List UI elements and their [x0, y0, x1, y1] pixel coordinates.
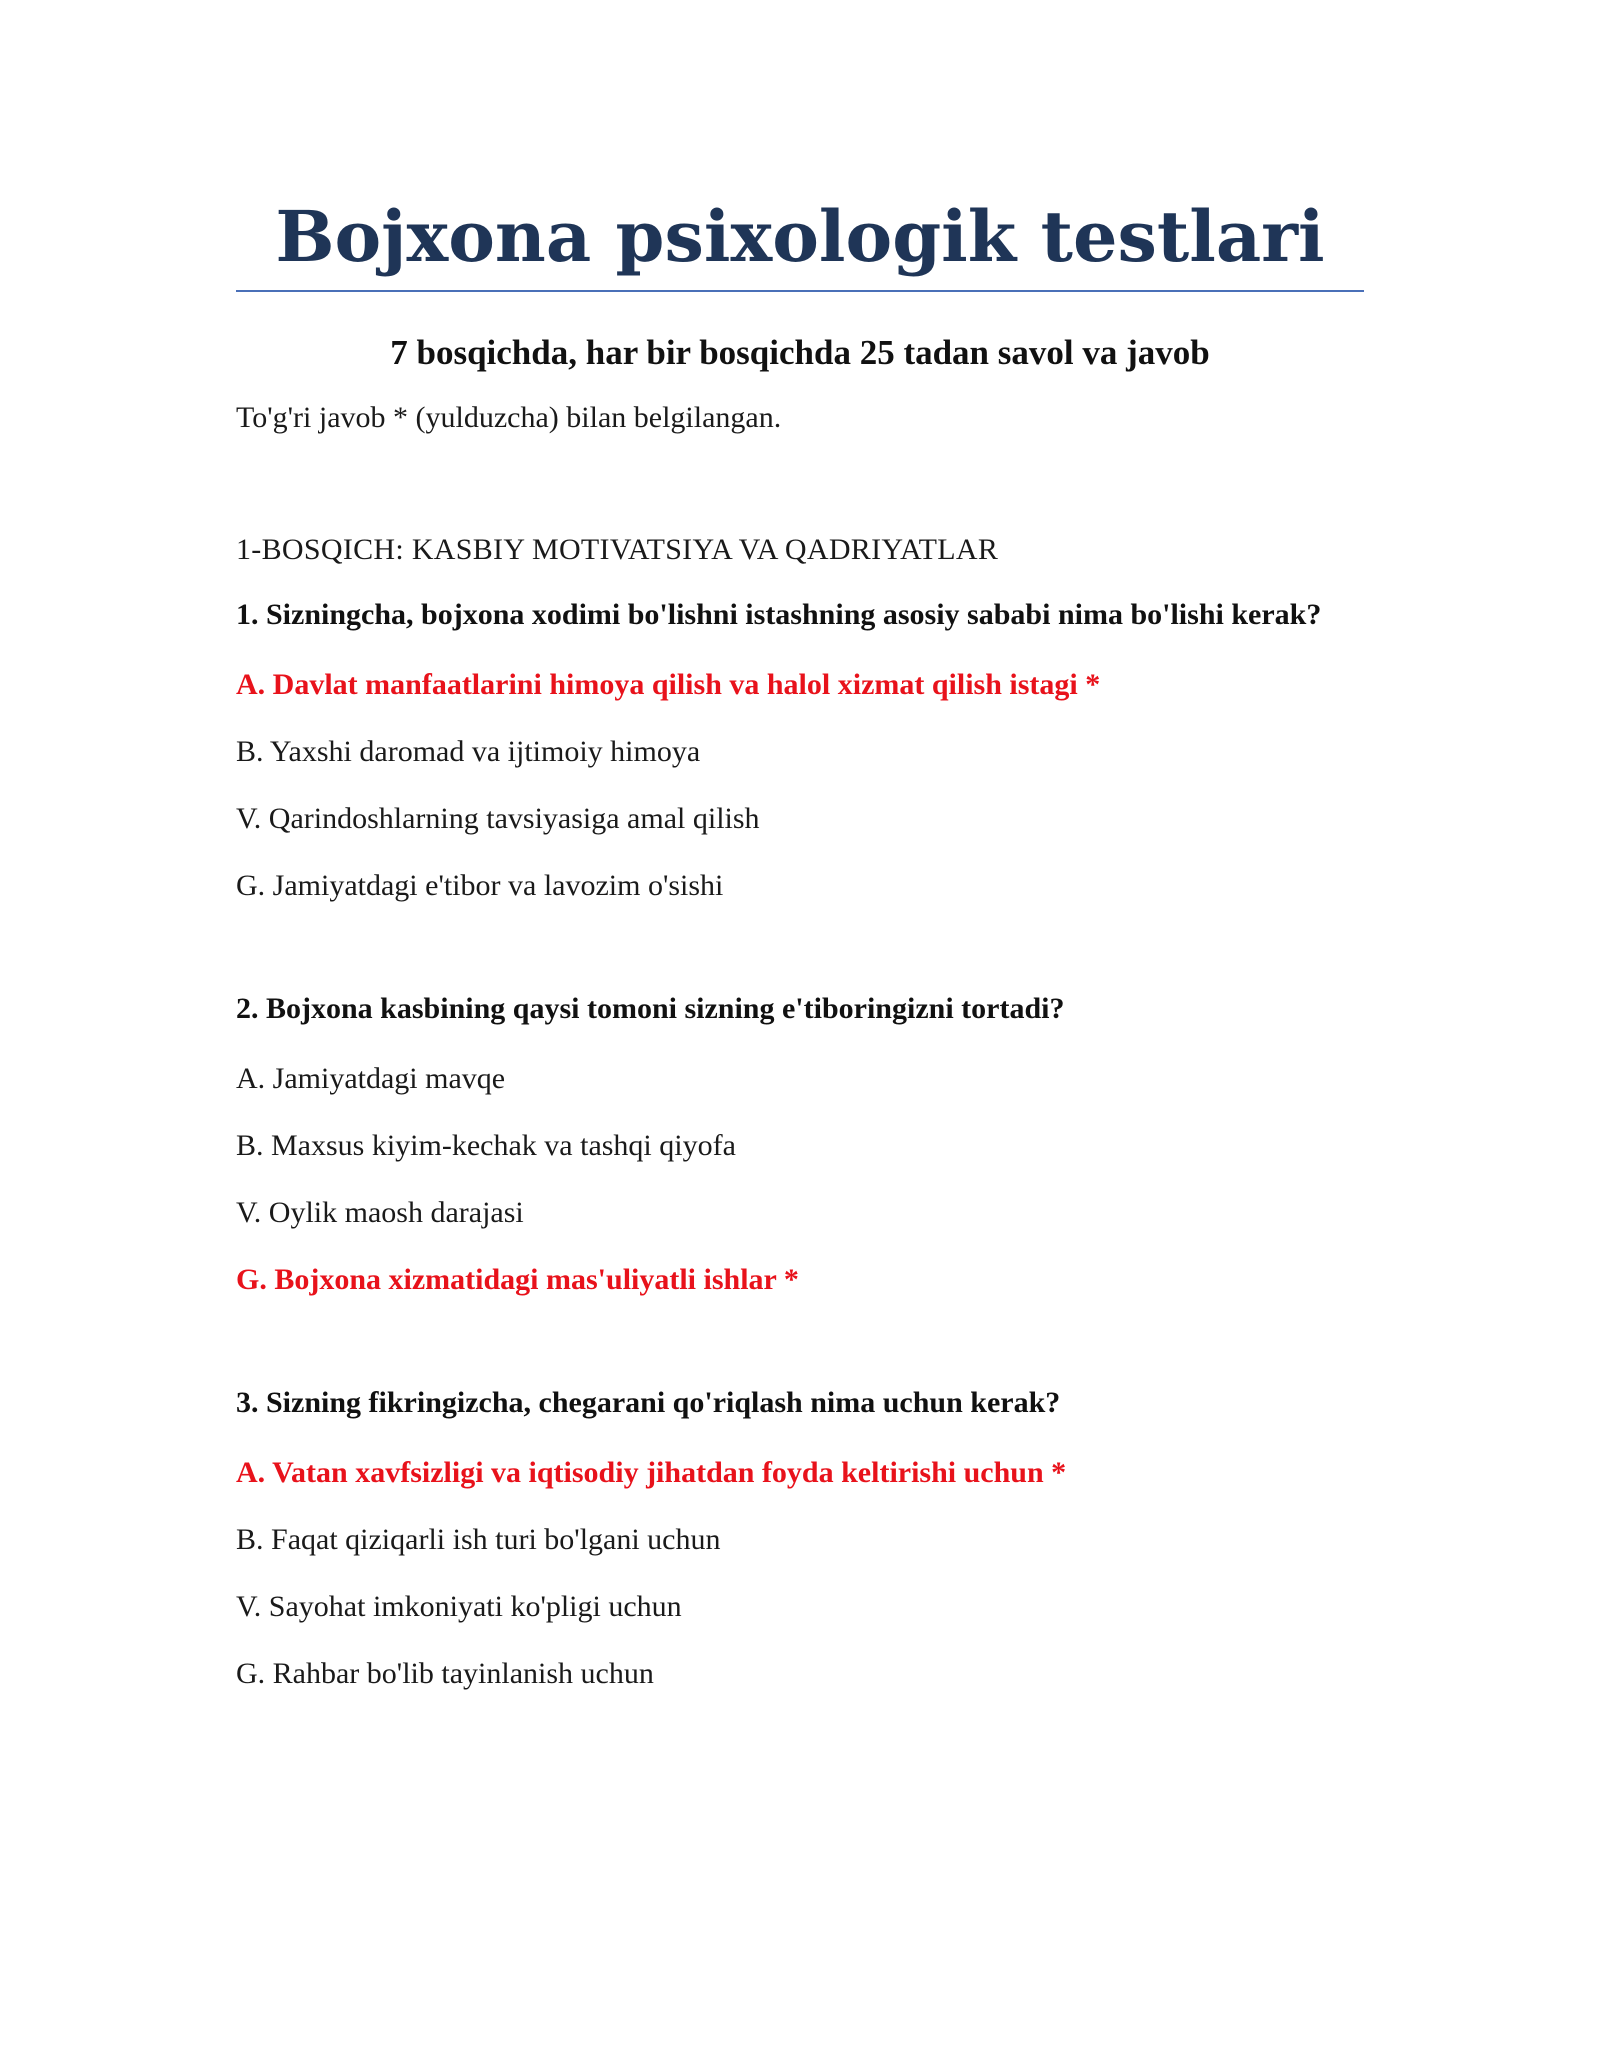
question-text: 2. Bojxona kasbining qaysi tomoni sizning e'tiboringizni tortadi?: [236, 992, 1065, 1025]
answer-option: B. Faqat qiziqarli ish turi bo'lgani uchun: [236, 1523, 721, 1556]
answer-option: G. Rahbar bo'lib tayinlanish uchun: [236, 1657, 654, 1690]
answer-option-correct: G. Bojxona xizmatidagi mas'uliyatli ishlar *: [236, 1263, 799, 1296]
document-subtitle: 7 bosqichda, har bir bosqichda 25 tadan savol va javob: [390, 333, 1210, 372]
answer-option: G. Jamiyatdagi e'tibor va lavozim o'sishi: [236, 869, 724, 902]
answer-option-correct: A. Vatan xavfsizligi va iqtisodiy jihatdan foyda keltirishi uchun *: [236, 1456, 1067, 1489]
answer-option: A. Jamiyatdagi mavqe: [236, 1062, 506, 1095]
answer-option: B. Yaxshi daromad va ijtimoiy himoya: [236, 735, 701, 768]
stage-heading: 1-BOSQICH: KASBIY MOTIVATSIYA VA QADRIYATLAR: [236, 533, 999, 566]
answer-option-correct: A. Davlat manfaatlarini himoya qilish va halol xizmat qilish istagi *: [236, 668, 1101, 701]
document-page: [236, 180, 1364, 1692]
answer-option: B. Maxsus kiyim-kechak va tashqi qiyofa: [236, 1129, 736, 1162]
answer-option: V. Oylik maosh darajasi: [236, 1196, 524, 1229]
question-block: [236, 1382, 1364, 1692]
answer-option: V. Qarindoshlarning tavsiyasiga amal qilish: [236, 802, 760, 835]
question-text: 3. Sizning fikringizcha, chegarani qo'riqlash nima uchun kerak?: [236, 1386, 1061, 1419]
answer-key-note: To'g'ri javob * (yulduzcha) bilan belgilangan.: [236, 401, 782, 434]
answer-option: V. Sayohat imkoniyati ko'pligi uchun: [236, 1590, 682, 1623]
question-block: [236, 594, 1364, 904]
question-block: [236, 988, 1364, 1298]
document-title: Bojxona psixologik testlari: [236, 180, 1364, 292]
question-text: 1. Sizningcha, bojxona xodimi bo'lishni istashning asosiy sababi nima bo'lishi kerak?: [236, 598, 1322, 631]
